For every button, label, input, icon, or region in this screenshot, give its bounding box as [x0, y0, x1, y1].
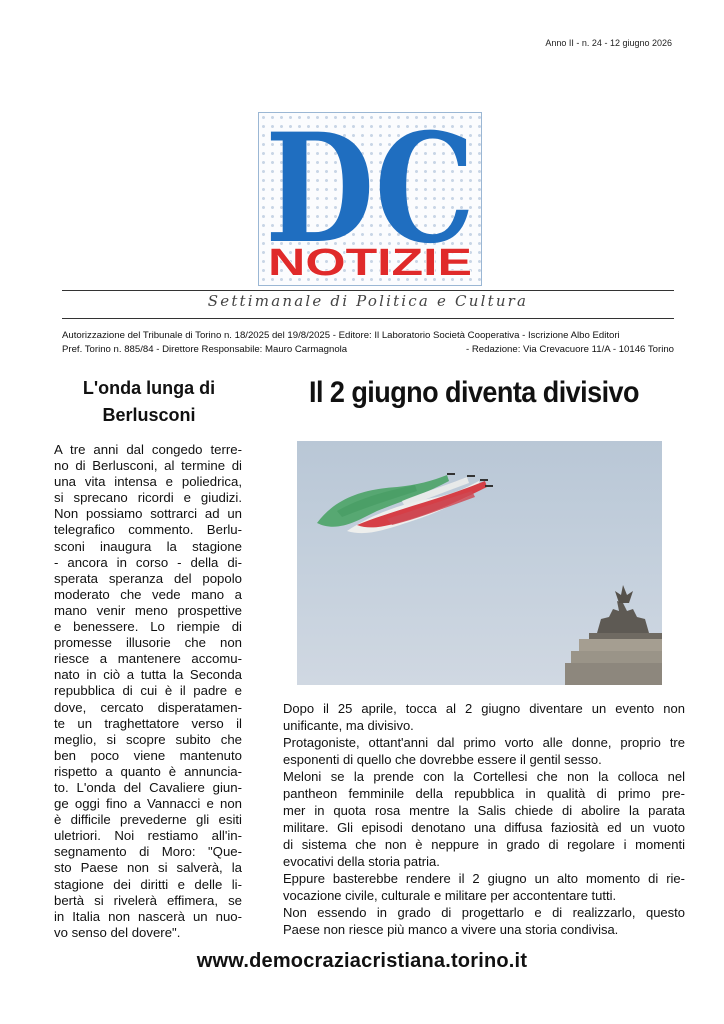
- text-line: è difficile prevederne gli esiti: [54, 812, 242, 828]
- text-line: esponenti di quello che dovrebbe essere il gentil sesso.: [283, 752, 602, 767]
- text-line: dove, cercato disperatamen-: [54, 699, 242, 715]
- side-article-body: [54, 442, 242, 941]
- main-headline: Il 2 giugno diventa divisivo: [309, 376, 639, 409]
- masthead-rule-top: [62, 290, 674, 291]
- text-line: - ancora in corso - della di-: [54, 554, 242, 570]
- website-url[interactable]: www.democraziacristiana.torino.it: [196, 950, 528, 972]
- issue-info: Anno II - n. 24 - 12 giugno 2026: [545, 38, 672, 48]
- authorization-line-2: [62, 344, 674, 355]
- text-line: bertà si rivelerà effimera, se: [54, 892, 242, 908]
- text-line: mer in quota rosa mentre la Salis chiede di abolire la parata: [283, 803, 685, 818]
- text-line: promesse illusorie che non: [54, 635, 242, 651]
- text-line: mano venir meno prospettive: [54, 602, 242, 618]
- text-line: vo senso del dovere".: [54, 924, 181, 940]
- text-line: unificante, ma divisivo.: [283, 718, 414, 733]
- text-line: Non possiamo sottrarci ad un: [54, 506, 242, 522]
- smoke-trails: [317, 475, 487, 533]
- authorization-director: Pref. Torino n. 885/84 - Direttore Responsabile: Mauro Carmagnola: [62, 344, 348, 355]
- text-line: ge oggi fino a Vannacci e non: [54, 796, 242, 812]
- masthead-tagline: Settimanale di Politica e Cultura: [207, 292, 529, 310]
- text-line: moderato che vede mano a: [54, 586, 242, 602]
- main-article-body: [283, 700, 685, 938]
- text-line: sconi inaugura la stagione: [54, 538, 242, 554]
- text-line: to. L'onda del Cavaliere giun-: [54, 779, 242, 795]
- text-line: Eppure basterebbe rendere il 2 giugno un alto momento di rie-: [283, 871, 685, 886]
- text-line: pantheon femminile della repubblica in qualità di primo pre-: [283, 786, 685, 801]
- masthead-rule-bottom: [62, 318, 674, 319]
- monument-silhouette: [565, 585, 662, 685]
- text-line: Meloni se la prende con la Cortellesi che non la colloca nel: [283, 769, 685, 784]
- text-line: stagione dei diritti e delle li-: [54, 876, 242, 892]
- frecce-tricolori-photo: [297, 441, 662, 685]
- text-line: Non essendo in grado di progettarlo e di realizzarlo, questo: [283, 905, 685, 920]
- text-line: nato in ciò a tutta la Seconda: [54, 667, 242, 683]
- text-line: repubblica di cui è il padre e: [54, 683, 242, 699]
- side-title-line-2: Berlusconi: [102, 405, 196, 425]
- text-line: si sprecano ricordi e giudizi.: [54, 490, 242, 506]
- text-line: no di Berlusconi, al termine di: [54, 458, 242, 474]
- text-line: in Italia non nascerà un nuo-: [54, 908, 242, 924]
- text-line: vocazione civile, culturale e militare per accontentare tutti.: [283, 888, 617, 903]
- text-line: ben poco viene mantenuto: [54, 747, 242, 763]
- text-line: di sistema che non è neppure in grado di regolare i momenti: [283, 837, 685, 852]
- text-line: sto Paese non si salverà, la: [54, 860, 242, 876]
- text-line: Protagoniste, ottant'anni dal primo vorto alle donne, proprio tre: [283, 735, 685, 750]
- text-line: militare. Gli episodi denotano una diffusa faziosità ed un vuoto: [283, 820, 685, 835]
- text-line: rispetto a quanto è annuncia-: [54, 763, 242, 779]
- text-line: segnamento di Moro: "Que-: [54, 844, 242, 860]
- text-line: sperata speranza del popolo: [54, 570, 242, 586]
- text-line: Dopo il 25 aprile, tocca al 2 giugno diventare un evento non: [283, 701, 685, 716]
- text-line: meglio, si scopre subito che: [54, 731, 242, 747]
- logo-dc-letters: DC: [265, 113, 475, 277]
- text-line: A tre anni dal congedo terre-: [54, 442, 242, 457]
- text-line: Paese non riesce più manco a vivere una storia condivisa.: [283, 922, 619, 937]
- text-line: riesce a mantenere accomu-: [54, 651, 242, 667]
- side-article-title: [54, 375, 244, 429]
- dc-notizie-logo: [258, 112, 482, 286]
- text-line: telegrafico commento. Berlu-: [54, 522, 242, 538]
- text-line: una vita intensa e poliedrica,: [54, 474, 242, 490]
- text-line: te un traghettatore verso il: [54, 715, 242, 731]
- logo-notizie-word: NOTIZIE: [268, 242, 472, 284]
- side-title-line-1: L'onda lunga di: [82, 378, 216, 398]
- authorization-line-1: Autorizzazione del Tribunale di Torino n. 18/2025 del 19/8/2025 - Editore: Il Laboratorio Società Cooperativa - Iscrizione Albo Editori: [62, 330, 620, 341]
- authorization-office: - Redazione: Via Crevacuore 11/A - 10146 Torino: [466, 344, 674, 355]
- text-line: evocativi della storia patria.: [283, 854, 440, 869]
- text-line: e benessere. Lo riempie di: [54, 619, 242, 635]
- text-line: uletriori. Noi restiamo all'in-: [54, 828, 242, 844]
